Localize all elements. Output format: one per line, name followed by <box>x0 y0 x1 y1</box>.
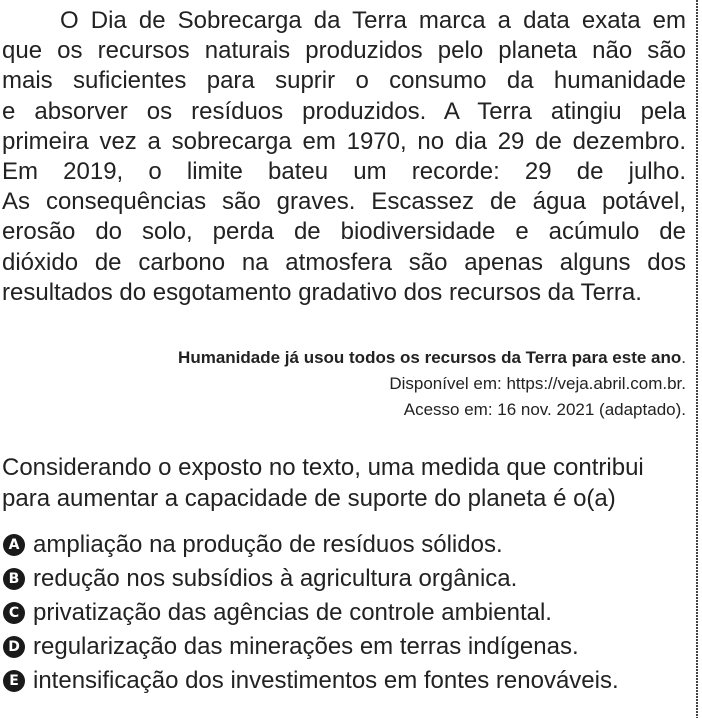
passage-line: resultados do esgotamento gradativo dos recursos da Terra. <box>2 278 642 306</box>
option-letter-e-icon: E <box>3 670 25 692</box>
option-text: intensificação dos investimentos em fontes renováveis. <box>33 667 619 694</box>
option-letter-b-icon: B <box>3 568 25 590</box>
citation-accessed: Acesso em: 16 nov. 2021 (adaptado). <box>403 400 686 419</box>
question-stem <box>2 453 686 514</box>
passage-line: erosão do solo, perda de biodiversidade e acúmulo de <box>2 218 686 246</box>
option-b[interactable] <box>3 562 693 596</box>
option-text: privatização das agências de controle ambiental. <box>33 599 552 626</box>
question-line: para aumentar a capacidade de suporte do planeta é o(a) <box>2 484 616 512</box>
option-c[interactable] <box>3 596 693 630</box>
passage-line: primeira vez a sobrecarga em 1970, no dia 29 de dezembro. <box>2 127 686 155</box>
option-a[interactable] <box>3 528 693 562</box>
option-text: ampliação na produção de resíduos sólidos. <box>33 531 503 558</box>
source-citation <box>2 345 686 423</box>
option-text: redução nos subsídios à agricultura orgânica. <box>33 565 518 592</box>
passage-line: O Dia de Sobrecarga da Terra marca a data exata em <box>60 7 686 34</box>
passage-line: dióxido de carbono na atmosfera são apenas alguns dos <box>2 248 686 276</box>
option-d[interactable] <box>3 630 693 664</box>
citation-title-line <box>2 345 686 371</box>
citation-available: Disponível em: https://veja.abril.com.br. <box>389 374 686 393</box>
passage-line: Em 2019, o limite bateu um recorde: 29 de julho. <box>2 158 686 186</box>
option-letter-a-icon: A <box>3 534 25 556</box>
reading-passage <box>2 6 686 308</box>
option-text: regularização das minerações em terras indígenas. <box>33 633 579 660</box>
passage-line: e absorver os resíduos produzidos. A Terra atingiu pela <box>2 97 686 125</box>
passage-line: mais suficientes para suprir o consumo da humanidade <box>2 67 686 95</box>
passage-line: As consequências são graves. Escassez de água potável, <box>2 188 686 216</box>
option-letter-d-icon: D <box>3 636 25 658</box>
option-e[interactable] <box>3 664 693 698</box>
question-line: Considerando o exposto no texto, uma medida que contribui <box>2 454 644 481</box>
citation-title: Humanidade já usou todos os recursos da Terra para este ano <box>178 348 682 367</box>
answer-options <box>3 528 693 698</box>
passage-line: que os recursos naturais produzidos pelo planeta não são <box>2 37 686 65</box>
page-edge-rule <box>696 0 698 718</box>
citation-title-suffix: . <box>681 348 686 367</box>
option-letter-c-icon: C <box>3 602 25 624</box>
